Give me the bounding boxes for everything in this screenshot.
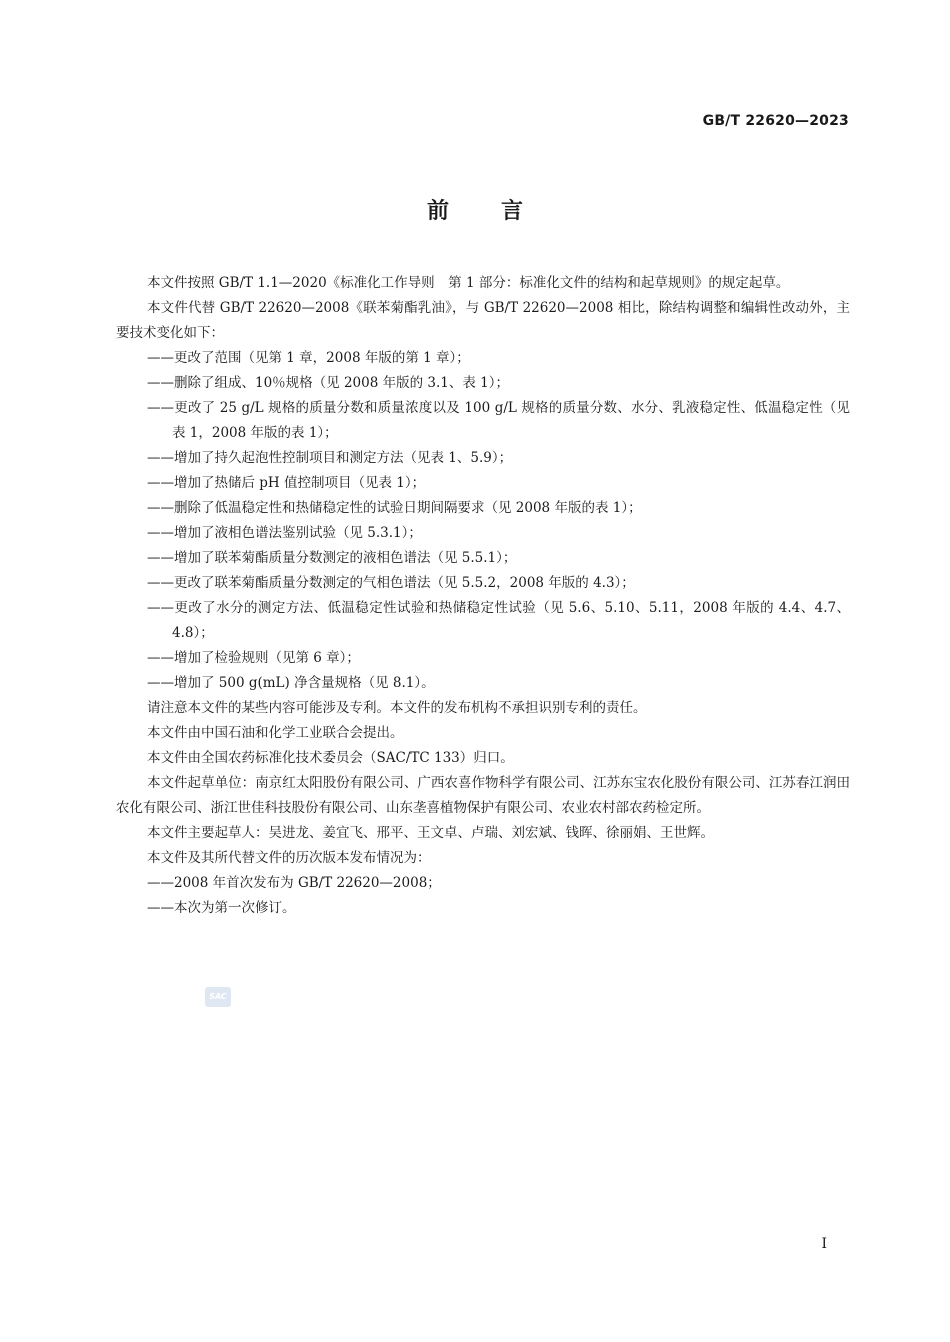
change-item: ——增加了持久起泡性控制项目和测定方法（见表 1、5.9）； — [147, 450, 513, 466]
history-item: ——本次为第一次修订。 — [147, 900, 296, 916]
history-item: ——2008 年首次发布为 GB/T 22620—2008； — [147, 875, 441, 891]
document-body — [116, 271, 850, 921]
paragraph-drafting-units: 本文件起草单位：南京红太阳股份有限公司、广西农喜作物科学有限公司、江苏东宝农化股份有限公司、江苏春江润田农化有限公司、浙江世佳科技股份有限公司、山东垄喜植物保护有限公司、农业农村部农药检定所。 — [116, 775, 850, 816]
change-item: ——更改了范围（见第 1 章，2008 年版的第 1 章）； — [147, 350, 470, 366]
sac-watermark-logo — [205, 987, 231, 1007]
change-item: ——更改了 25 g/L 规格的质量分数和质量浓度以及 100 g/L 规格的质量分数、水分、乳液稳定性、低温稳定性（见表 1，2008 年版的表 1）； — [147, 400, 850, 441]
paragraph-committee: 本文件由全国农药标准化技术委员会（SAC/TC 133）归口。 — [147, 750, 514, 766]
paragraph-drafting-rules: 本文件按照 GB/T 1.1—2020《标准化工作导则 第 1 部分：标准化文件的结构和起草规则》的规定起草。 — [147, 275, 790, 291]
change-item: ——增加了液相色谱法鉴别试验（见 5.3.1）； — [147, 525, 422, 541]
change-item: ——删除了低温稳定性和热储稳定性的试验日期间隔要求（见 2008 年版的表 1）； — [147, 500, 642, 516]
change-item: ——增加了热储后 pH 值控制项目（见表 1）； — [147, 475, 426, 491]
change-item: ——增加了检验规则（见第 6 章）； — [147, 650, 360, 666]
paragraph-drafters: 本文件主要起草人：吴进龙、姜宜飞、邢平、王文卓、卢瑞、刘宏斌、钱晖、徐丽娟、王世辉。 — [147, 825, 714, 841]
standard-code: GB/T 22620—2023 — [702, 113, 849, 129]
change-item: ——增加了 500 g(mL) 净含量规格（见 8.1）。 — [147, 675, 435, 691]
paragraph-proposer: 本文件由中国石油和化学工业联合会提出。 — [147, 725, 404, 741]
change-item: ——更改了水分的测定方法、低温稳定性试验和热储稳定性试验（见 5.6、5.10、5.11，2008 年版的 4.4、4.7、4.8）； — [147, 600, 850, 641]
sac-watermark-text: SAC — [209, 992, 227, 1001]
change-item: ——删除了组成、10％规格（见 2008 年版的 3.1、表 1）； — [147, 375, 510, 391]
page-title: 前言 — [426, 199, 575, 224]
page-number: I — [821, 1236, 827, 1252]
paragraph-replacement: 本文件代替 GB/T 22620—2008《联苯菊酯乳油》，与 GB/T 22620—2008 相比，除结构调整和编辑性改动外，主要技术变化如下： — [116, 300, 850, 341]
paragraph-patent-notice: 请注意本文件的某些内容可能涉及专利。本文件的发布机构不承担识别专利的责任。 — [147, 700, 647, 716]
paragraph-history-intro: 本文件及其所代替文件的历次版本发布情况为： — [147, 850, 431, 866]
change-item: ——更改了联苯菊酯质量分数测定的气相色谱法（见 5.5.2，2008 年版的 4.3）； — [147, 575, 635, 591]
change-item: ——增加了联苯菊酯质量分数测定的液相色谱法（见 5.5.1）； — [147, 550, 517, 566]
